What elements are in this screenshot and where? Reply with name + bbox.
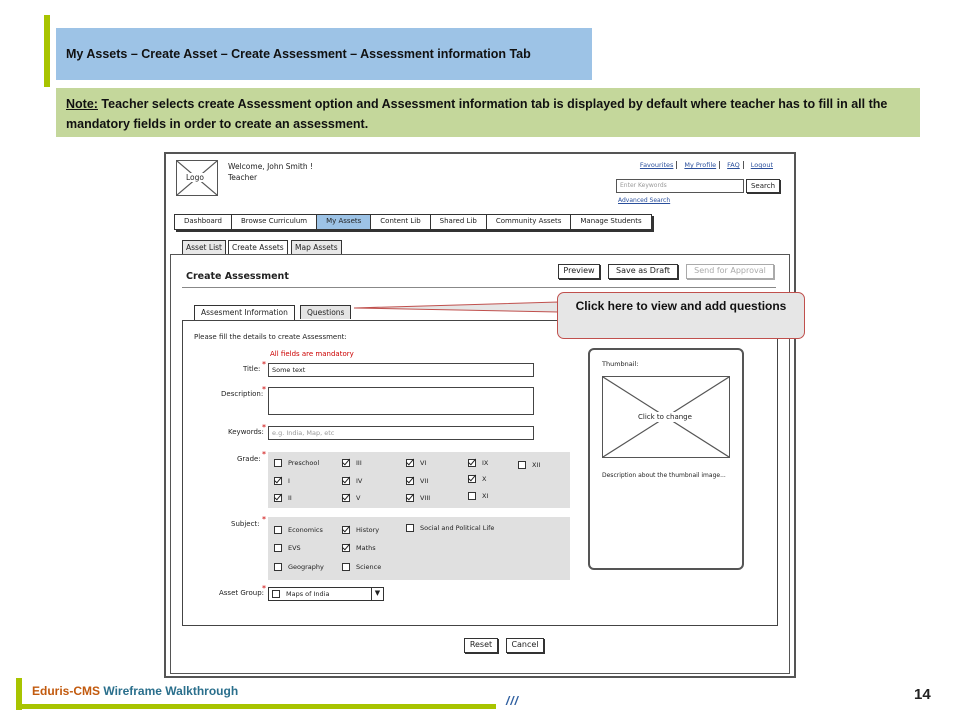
required-mark: * — [262, 450, 266, 459]
welcome-block — [228, 161, 313, 183]
checkbox-box — [274, 563, 282, 571]
nav-my-assets[interactable]: My Assets — [317, 215, 371, 229]
grade-checkbox[interactable] — [406, 477, 428, 485]
checkbox-box — [468, 459, 476, 467]
checkbox-box — [274, 526, 282, 534]
tab-assessment-information[interactable]: Assesment Information — [194, 305, 295, 320]
grade-checkbox[interactable] — [468, 475, 486, 483]
keywords-label: Keywords: — [228, 428, 264, 436]
note-box — [56, 88, 920, 137]
nav-browse-curriculum[interactable]: Browse Curriculum — [232, 215, 317, 229]
welcome-text: Welcome, John Smith ! — [228, 162, 314, 171]
grade-checkbox[interactable] — [274, 477, 290, 485]
required-mark: * — [262, 423, 266, 432]
nav-content-lib[interactable]: Content Lib — [371, 215, 430, 229]
asset-group-select[interactable] — [268, 587, 384, 601]
main-nav — [174, 214, 652, 230]
footer-title — [32, 684, 238, 698]
subject-checkbox[interactable] — [274, 544, 301, 552]
subject-checkbox[interactable] — [406, 524, 494, 532]
checkbox-box — [274, 494, 282, 502]
slide-accent-bar — [44, 15, 50, 87]
my-profile-link[interactable]: My Profile — [681, 161, 720, 169]
checkbox-box — [342, 526, 350, 534]
checkbox-label: Social and Political Life — [420, 524, 495, 532]
checkbox-label: VIII — [420, 494, 431, 502]
checkbox-label: I — [288, 477, 290, 485]
checkbox-box — [342, 563, 350, 571]
checkbox-box — [274, 477, 282, 485]
nav-dashboard[interactable]: Dashboard — [175, 215, 232, 229]
checkbox-label: Preschool — [288, 459, 320, 467]
nav-community-assets[interactable]: Community Assets — [487, 215, 572, 229]
checkbox-label: IV — [356, 477, 363, 485]
grade-checkbox[interactable] — [468, 492, 488, 500]
search-button[interactable]: Search — [746, 179, 780, 193]
checkbox-label: VI — [420, 459, 427, 467]
form-intro: Please fill the details to create Assessment: — [194, 333, 347, 341]
title-label: Title: — [243, 365, 261, 373]
mandatory-note: All fields are mandatory — [270, 350, 354, 358]
grade-label: Grade: — [237, 455, 261, 463]
required-mark: * — [262, 360, 266, 369]
nav-manage-students[interactable]: Manage Students — [571, 215, 650, 229]
tab-questions[interactable]: Questions — [300, 305, 351, 319]
asset-group-label: Asset Group: — [219, 589, 265, 597]
logo-label: Logo — [186, 173, 204, 182]
subject-checkbox[interactable] — [342, 544, 376, 552]
checkbox-box — [406, 524, 414, 532]
checkbox-label: IX — [482, 459, 489, 467]
search-input[interactable]: Enter Keywords — [616, 179, 744, 193]
grade-checkbox[interactable] — [342, 459, 362, 467]
checkbox-box — [272, 590, 280, 598]
grade-checkbox[interactable] — [406, 494, 430, 502]
required-mark: * — [262, 385, 266, 394]
checkbox-box — [406, 494, 414, 502]
checkbox-box — [342, 459, 350, 467]
keywords-input[interactable]: e.g. India, Map, etc — [268, 426, 534, 440]
logo — [176, 160, 218, 196]
faq-link[interactable]: FAQ — [724, 161, 744, 169]
chevron-down-icon[interactable]: ▼ — [371, 588, 383, 600]
preview-button[interactable]: Preview — [558, 264, 600, 279]
checkbox-label: Science — [356, 563, 382, 571]
checkbox-label: Economics — [288, 526, 323, 534]
subject-checkbox[interactable] — [342, 563, 381, 571]
user-role: Teacher — [228, 173, 258, 182]
checkbox-label: XI — [482, 492, 489, 500]
title-divider — [182, 287, 776, 288]
checkbox-label: II — [288, 494, 292, 502]
grade-checkbox[interactable] — [406, 459, 426, 467]
grade-checkbox[interactable] — [274, 494, 292, 502]
slide-title: My Assets – Create Asset – Create Assessment – Assessment information Tab — [56, 28, 592, 80]
checkbox-box — [468, 475, 476, 483]
nav-shared-lib[interactable]: Shared Lib — [431, 215, 487, 229]
callout-bubble: Click here to view and add questions — [557, 292, 805, 339]
grade-checkbox[interactable] — [342, 494, 360, 502]
page-number: 14 — [914, 686, 931, 703]
callout-connector — [350, 300, 562, 314]
cancel-button[interactable]: Cancel — [506, 638, 544, 653]
checkbox-box — [518, 461, 526, 469]
grade-checkbox[interactable] — [518, 461, 540, 469]
checkbox-label: X — [482, 475, 487, 483]
checkbox-box — [274, 459, 282, 467]
checkbox-box — [342, 544, 350, 552]
thumbnail-panel — [588, 348, 744, 570]
subject-checkbox[interactable] — [274, 563, 324, 571]
grade-checkbox[interactable] — [274, 459, 319, 467]
checkbox-label: XII — [532, 461, 541, 469]
save-draft-button[interactable]: Save as Draft — [608, 264, 678, 279]
checkbox-label: VII — [420, 477, 429, 485]
checkbox-box — [406, 459, 414, 467]
checkbox-box — [406, 477, 414, 485]
checkbox-box — [274, 544, 282, 552]
grade-checkbox[interactable] — [342, 477, 362, 485]
subject-label: Subject: — [231, 520, 260, 528]
checkbox-label: History — [356, 526, 380, 534]
top-links — [637, 161, 776, 169]
thumbnail-image[interactable] — [602, 376, 730, 458]
subject-checkbox[interactable] — [342, 526, 379, 534]
title-input[interactable]: Some text — [268, 363, 534, 377]
advanced-search-link[interactable]: Advanced Search — [618, 197, 671, 204]
checkbox-label: V — [356, 494, 361, 502]
checkbox-box — [342, 477, 350, 485]
page-title: Create Assessment — [186, 271, 289, 282]
grade-checkbox[interactable] — [468, 459, 488, 467]
subtab-map-assets[interactable]: Map Assets — [291, 240, 342, 254]
note-text: Teacher selects create Assessment option and Assessment information tab is displayed by default where teacher has to fill in all the mandatory fields in order to create an assessment. — [66, 97, 888, 131]
asset-group-value: Maps of India — [286, 590, 330, 598]
footer-line — [22, 704, 496, 709]
grade-panel — [268, 452, 570, 508]
subject-panel — [268, 517, 570, 580]
description-textarea[interactable] — [268, 387, 534, 415]
slash-decoration: /// — [506, 694, 520, 708]
required-mark: * — [262, 515, 266, 524]
subtab-asset-list[interactable]: Asset List — [182, 240, 226, 254]
checkbox-box — [468, 492, 476, 500]
footer-subtitle: Wireframe Walkthrough — [100, 684, 239, 698]
send-approval-button[interactable]: Send for Approval — [686, 264, 774, 279]
required-mark: * — [262, 584, 266, 593]
asset-group-option — [269, 590, 329, 598]
thumbnail-label: Thumbnail: — [602, 360, 639, 368]
description-label: Description: — [221, 390, 264, 398]
thumbnail-change-link[interactable]: Click to change — [638, 413, 692, 421]
checkbox-label: Geography — [288, 563, 324, 571]
footer-brand: Eduris-CMS — [32, 684, 101, 698]
checkbox-label: Maths — [356, 544, 376, 552]
wireframe-frame — [164, 152, 796, 678]
subject-checkbox[interactable] — [274, 526, 323, 534]
logout-link[interactable]: Logout — [750, 161, 773, 169]
note-label: Note: — [66, 97, 98, 111]
subtab-create-assets[interactable]: Create Assets — [228, 240, 288, 255]
checkbox-box — [342, 494, 350, 502]
favourites-link[interactable]: Favourites — [637, 161, 677, 169]
reset-button[interactable]: Reset — [464, 638, 498, 653]
checkbox-label: III — [356, 459, 362, 467]
checkbox-label: EVS — [288, 544, 301, 552]
thumbnail-description: Description about the thumbnail image... — [602, 472, 726, 479]
